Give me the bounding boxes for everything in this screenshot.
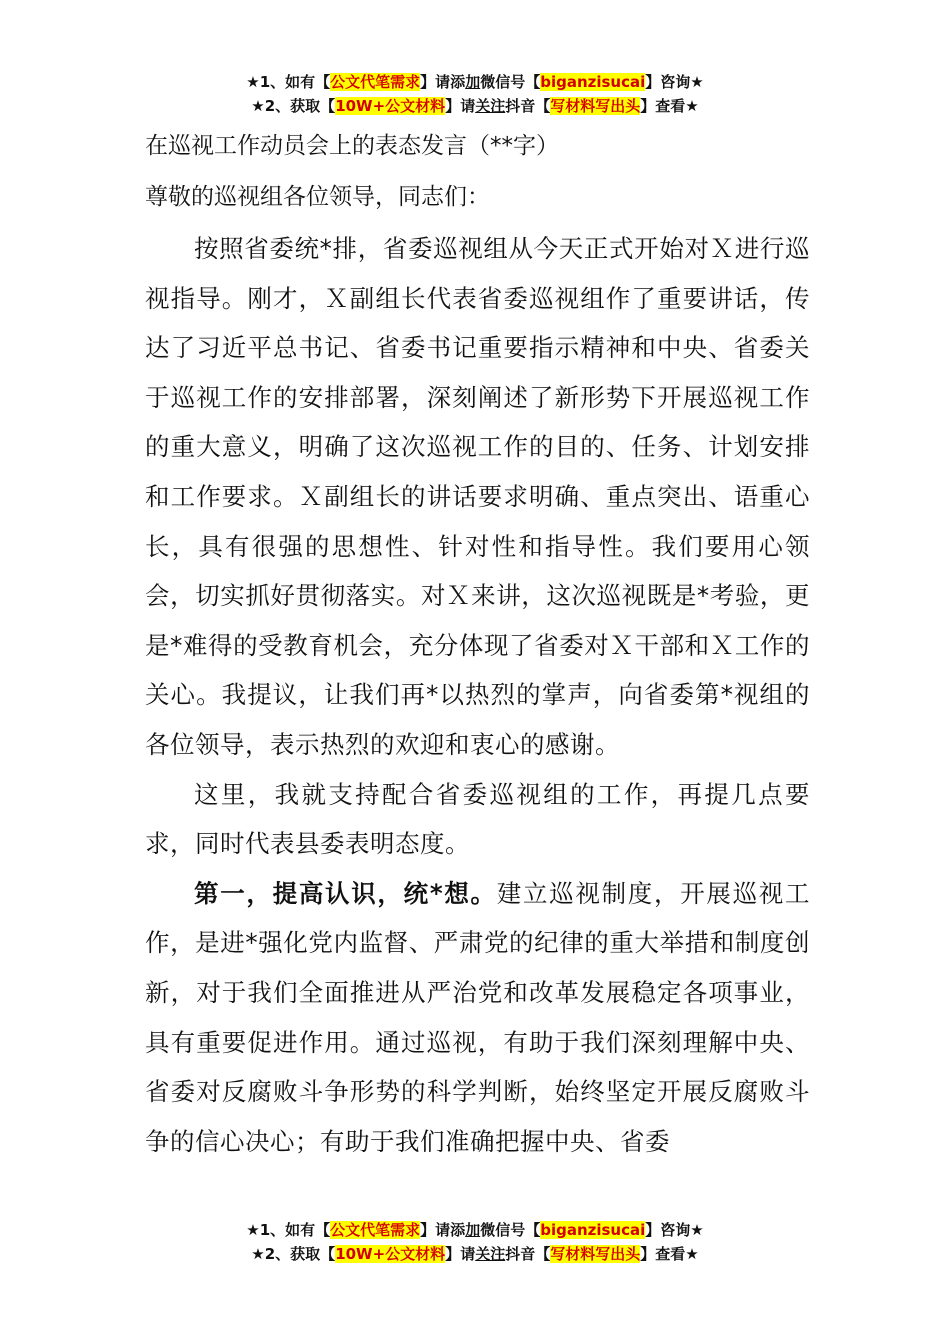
banner-text: 抖音【 — [505, 97, 551, 115]
banner-highlight: 写材料写出头 — [550, 1245, 641, 1263]
banner-text: 】查看★ — [640, 1245, 699, 1263]
banner-text: ★2、获取【 — [251, 97, 336, 115]
banner-text: 】请 — [445, 1245, 476, 1263]
banner-highlight: 10W+公文材料 — [335, 1245, 446, 1263]
banner-text: ★1、如有【 — [246, 73, 331, 91]
paragraph: 按照省委统*排，省委巡视组从今天正式开始对Ｘ进行巡视指导。刚才，Ｘ副组长代表省委巡视组作了重要讲话，传达了习近平总书记、省委书记重要指示精神和中央、省委关于巡视工作的安排部署，深刻阐述了新形势下开展巡视工作的重大意义，明确了这次巡视工作的目的、任务、计划安排和工作要求。Ｘ副组长的讲话要求明确、重点突出、语重心长，具有很强的思想性、针对性和指导性。我们要用心领会，切实抓好贯彻落实。对Ｘ来讲，这次巡视既是*考验，更是*难得的受教育机会，充分体现了省委对Ｘ干部和Ｘ工作的关心。我提议，让我们再*以热烈的掌声，向省委第*视组的各位领导，表示热烈的欢迎和衷心的感谢。 — [145, 234, 810, 759]
banner-text: 】查看★ — [640, 97, 699, 115]
banner-underlined-text: 关注 — [475, 1245, 506, 1263]
paragraph — [145, 869, 810, 1167]
paragraph-lead: 第一，提高认识，统*想。 — [194, 878, 497, 908]
document-title: 在巡视工作动员会上的表态发言（**字） — [145, 133, 559, 159]
banner-text: 】请添 — [420, 73, 466, 91]
banner-highlight: 公文代笔需求 — [330, 1221, 421, 1239]
banner-highlight: 公文代笔需求 — [330, 73, 421, 91]
banner-underlined-text: 加 — [465, 73, 481, 91]
banner-line-1 — [0, 70, 950, 94]
banner-line-2 — [0, 94, 950, 118]
banner-highlight: 10W+公文材料 — [335, 97, 446, 115]
banner-text: 】请添 — [420, 1221, 466, 1239]
header-banner — [0, 70, 950, 118]
banner-underlined-text: 加 — [465, 1221, 481, 1239]
paragraph-text: 建立巡视制度，开展巡视工作，是进*强化党内监督、严肃党的纪律的重大举措和制度创新，对于我们全面推进从严治党和改革发展稳定各项事业，具有重要促进作用。通过巡视，有助于我们深刻理解中央、省委对反腐败斗争形势的科学判断，始终坚定开展反腐败斗争的信心决心；有助于我们准确把握中央、省委 — [145, 878, 811, 1156]
banner-text: 抖音【 — [505, 1245, 551, 1263]
banner-text: ★2、获取【 — [251, 1245, 336, 1263]
banner-underlined-text: 关注 — [475, 97, 506, 115]
paragraph: 这里，我就支持配合省委巡视组的工作，再提几点要求，同时代表县委表明态度。 — [145, 779, 810, 859]
salutation: 尊敬的巡视组各位领导，同志们： — [145, 184, 490, 210]
banner-highlight: 写材料写出头 — [550, 97, 641, 115]
banner-highlight: biganzisucai — [540, 1221, 646, 1239]
banner-text: 微信号【 — [480, 73, 541, 91]
document-body — [145, 124, 810, 1166]
banner-line-2 — [0, 1242, 950, 1266]
banner-line-1 — [0, 1218, 950, 1242]
banner-text: 】咨询★ — [645, 1221, 704, 1239]
banner-text: 微信号【 — [480, 1221, 541, 1239]
banner-text: ★1、如有【 — [246, 1221, 331, 1239]
banner-highlight: biganzisucai — [540, 73, 646, 91]
footer-banner — [0, 1218, 950, 1266]
banner-text: 】请 — [445, 97, 476, 115]
banner-text: 】咨询★ — [645, 73, 704, 91]
